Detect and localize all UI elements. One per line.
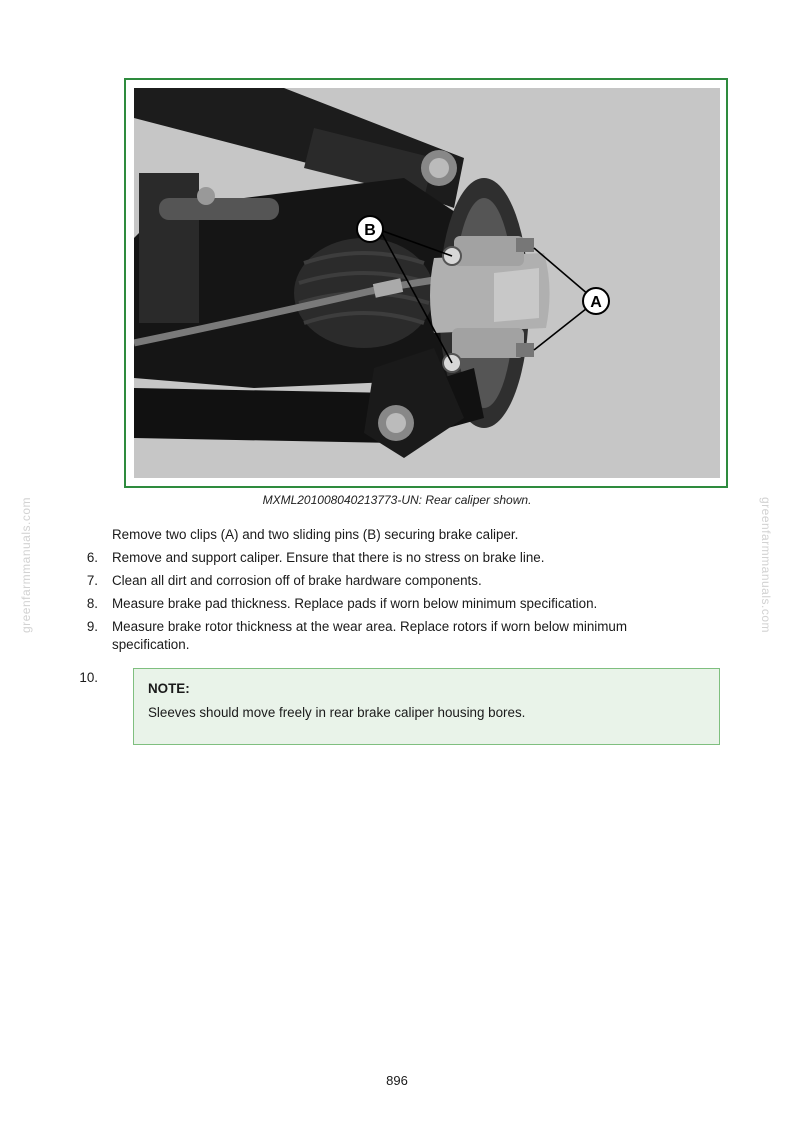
step-10-number: 10. — [79, 670, 98, 685]
note-box — [133, 668, 720, 745]
step-text: Clean all dirt and corrosion off of brake hardware components. — [112, 573, 482, 588]
step-number: 6. — [86, 550, 98, 565]
watermark-right: greenfarmmanuals.com — [759, 496, 773, 634]
step-item — [74, 572, 694, 590]
step-text: Measure brake pad thickness. Replace pads if worn below minimum specification. — [112, 596, 598, 611]
figure-frame — [124, 78, 728, 488]
caliper-illustration — [134, 88, 720, 478]
note-title: NOTE: — [148, 681, 190, 696]
caliper-photo — [134, 88, 720, 478]
step-text: Remove two clips (A) and two sliding pins (B) securing brake caliper. — [112, 527, 519, 542]
step-item — [74, 595, 694, 613]
step-number: 9. — [86, 619, 98, 634]
watermark-left: greenfarmmanuals.com — [19, 496, 33, 634]
procedure-steps — [74, 526, 694, 659]
step-number: 7. — [86, 573, 98, 588]
step-number: 8. — [86, 596, 98, 611]
page-number: 896 — [386, 1073, 408, 1088]
step-item — [74, 526, 694, 544]
step-item — [74, 549, 694, 567]
callout-a-label: A — [590, 294, 602, 311]
note-text: Sleeves should move freely in rear brake caliper housing bores. — [148, 705, 526, 720]
figure-caption: MXML201008040213773-UN: Rear caliper shown. — [262, 493, 532, 507]
step-text: Remove and support caliper. Ensure that there is no stress on brake line. — [112, 550, 545, 565]
step-item — [74, 618, 694, 654]
callout-b-label: B — [364, 222, 376, 239]
step-text: Measure brake rotor thickness at the wear area. Replace rotors if worn below minimum specification. — [112, 619, 628, 652]
